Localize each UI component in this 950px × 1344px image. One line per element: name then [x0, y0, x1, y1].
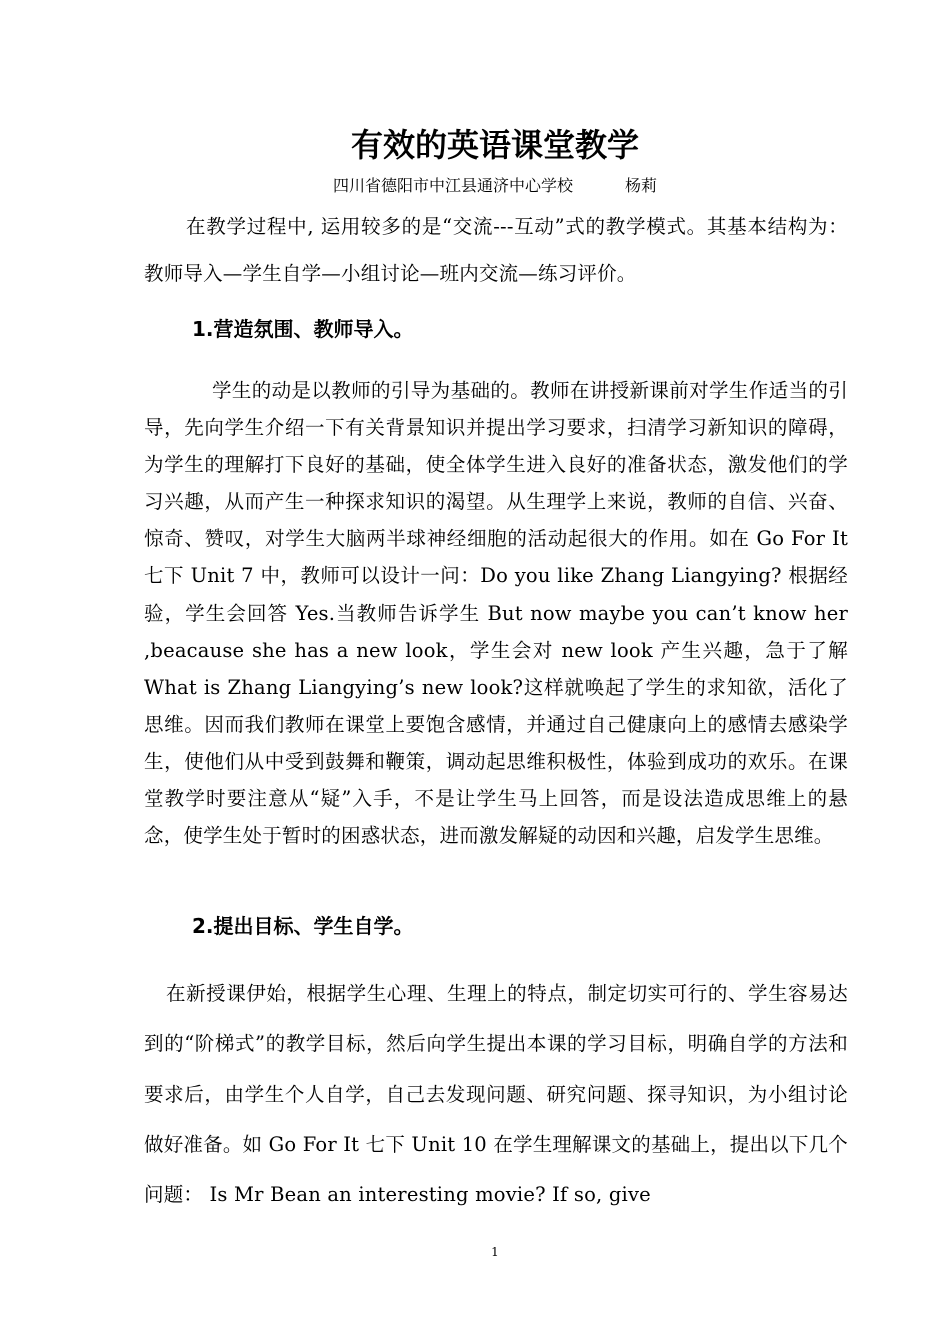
intro-paragraph: 在教学过程中, 运用较多的是“交流---互动”式的教学模式。其基本结构为：教师导入—学生自学—小组讨论—班内交流—练习评价。: [144, 215, 848, 285]
section-heading-1: 1.营造氛围、教师导入。: [192, 317, 414, 341]
author-school: 四川省德阳市中江县通济中心学校: [332, 176, 573, 195]
section-heading-2: 2.提出目标、学生自学。: [192, 914, 414, 938]
document-title: 有效的英语课堂教学: [350, 126, 639, 164]
section-body-1: 学生的动是以教师的引导为基础的。教师在讲授新课前对学生作适当的引导，先向学生介绍一下有关背景知识并提出学习要求，扫清学习新知识的障碍，为学生的理解打下良好的基础，使全体学生进入良好的准备状态，激发他们的学习兴趣，从而产生一种探求知识的渴望。从生理学上来说，教师的自信、兴奋、惊奇、赞叹，对学生大脑两半球神经细胞的活动起很大的作用。如在 Go For It 七下 Unit 7 中，教师可以设计一问：Do you like Zhang Liangying? 根据经验，学生会回答 Yes.当教师告诉学生 But now maybe you can’t know her ,beacause she has a new look，学生会对 new look 产生兴趣，急于了解 What is Zhang Liangying’s new look?这样就唤起了学生的求知欲，活化了思维。因而我们教师在课堂上要饱含感情，并通过自己健康向上的感情去感染学生，使他们从中受到鼓舞和鞭策，调动起思维积极性，体验到成功的欢乐。在课堂教学时要注意从“疑”入手，不是让学生马上回答，而是设法造成思维上的悬念，使学生处于暂时的困惑状态，进而激发解疑的动因和兴趣，启发学生思维。: [144, 379, 848, 848]
author-line: [0, 174, 950, 198]
page-number: 1: [491, 1245, 499, 1259]
section-body-2: 在新授课伊始，根据学生心理、生理上的特点，制定切实可行的、学生容易达到的“阶梯式”的教学目标，然后向学生提出本课的学习目标，明确自学的方法和要求后，由学生个人自学，自己去发现问题、研究问题、探寻知识，为小组讨论做好准备。如 Go For It 七下 Unit 10 在学生理解课文的基础上，提出以下几个问题： Is Mr Bean an interesting movie? If so, give: [144, 982, 848, 1207]
author-name: 杨莉: [625, 176, 658, 195]
